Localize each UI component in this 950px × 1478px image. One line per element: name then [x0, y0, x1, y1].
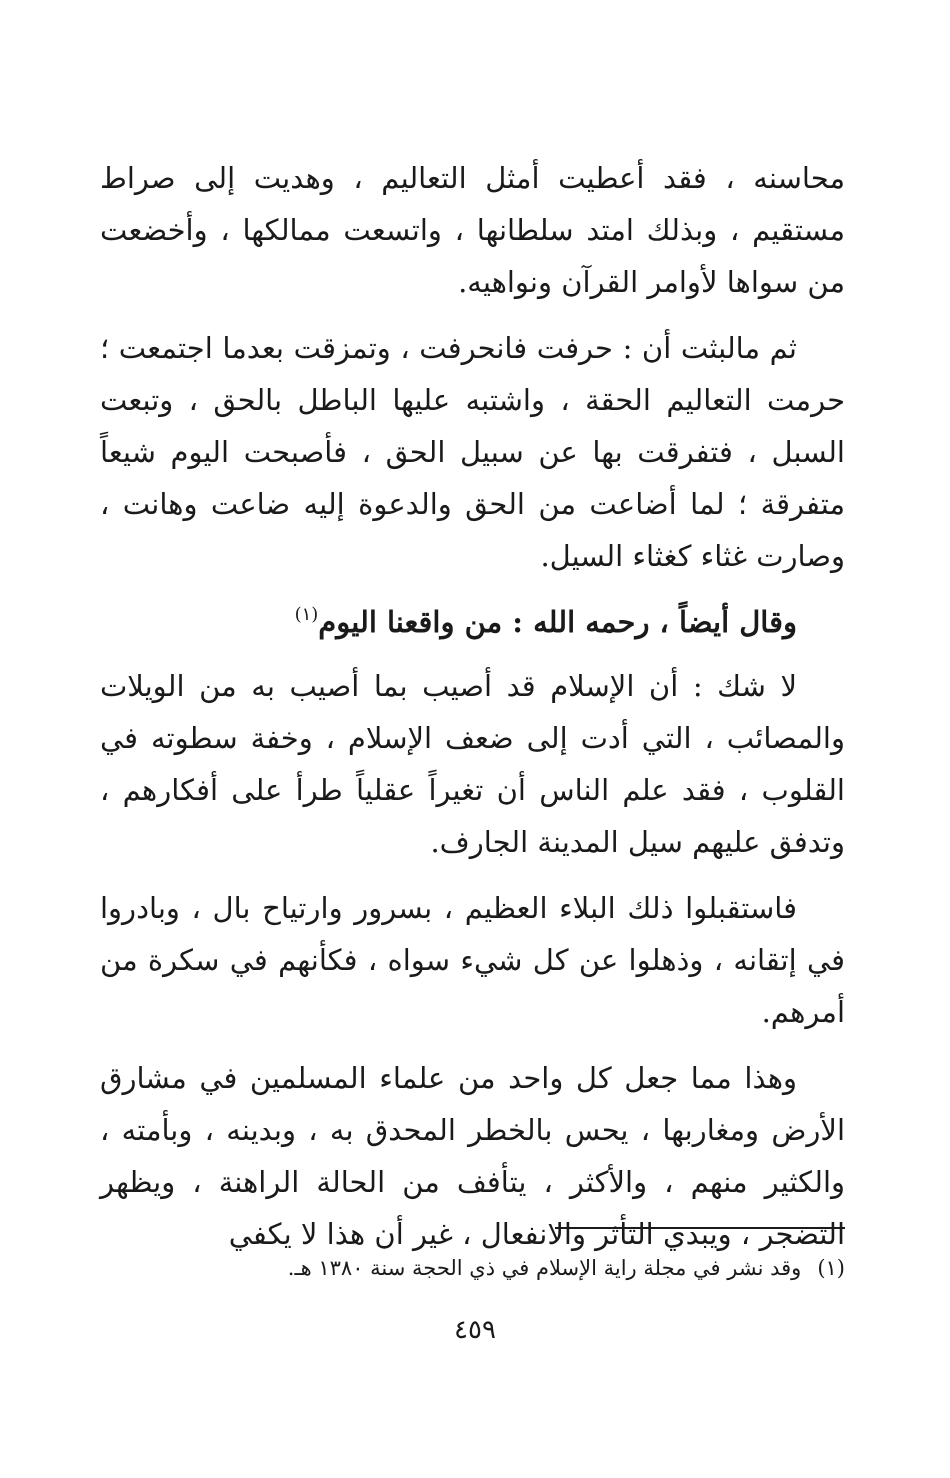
- page-number: ٤٥٩: [454, 1315, 496, 1345]
- paragraph-1: محاسنه ، فقد أعطيت أمثل التعاليم ، وهديت إلى صراط مستقيم ، وبذلك امتد سلطانها ، واتسعت ممالكها ، وأخضعت من سواها لأوامر القرآن ونواهيه.: [100, 161, 845, 299]
- paragraph-3: لا شك : أن الإسلام قد أصيب بما أصيب به من الويلات والمصائب ، التي أدت إلى ضعف الإسلام ، وخفة سطوته في القلوب ، فقد علم الناس أن تغيراً عقلياً طرأ على أفكارهم ، وتدفق عليهم سيل المدينة الجارف.: [100, 669, 845, 859]
- section-heading-text: وقال أيضاً ، رحمه الله : من واقعنا اليوم: [318, 605, 797, 639]
- footnote-mark: (١): [817, 1256, 845, 1280]
- section-heading: [100, 596, 845, 648]
- paragraph-4: فاستقبلوا ذلك البلاء العظيم ، بسرور وارتياح بال ، وبادروا في إتقانه ، وذهلوا عن كل شيء سواه ، فكأنهم في سكرة من أمرهم.: [100, 891, 845, 1029]
- footnote: [100, 1248, 845, 1288]
- footnote-divider: [555, 1227, 845, 1229]
- paragraph-5: وهذا مما جعل كل واحد من علماء المسلمين في مشارق الأرض ومغاربها ، يحس بالخطر المحدق به ، وبدينه ، وبأمته ، والكثير منهم ، والأكثر ، يتأفف من الحالة الراهنة ، ويظهر التضجر ، ويبدي التأثر والانفعال ، غير أن هذا لا يكفي: [100, 1061, 845, 1251]
- footnote-text: وقد نشر في مجلة راية الإسلام في ذي الحجة سنة ١٣٨٠ هـ.: [287, 1256, 802, 1280]
- footnote-reference[interactable]: (١): [294, 604, 319, 625]
- paragraph-2: ثم مالبثت أن : حرفت فانحرفت ، وتمزقت بعدما اجتمعت ؛ حرمت التعاليم الحقة ، واشتبه عليها الباطل بالحق ، وتبعت السبل ، فتفرقت بها عن سبيل الحق ، فأصبحت اليوم شيعاً متفرقة ؛ لما أضاعت من الحق والدعوة إليه ضاعت وهانت ، وصارت غثاء كغثاء السيل.: [100, 331, 845, 573]
- page-body: [100, 152, 845, 1260]
